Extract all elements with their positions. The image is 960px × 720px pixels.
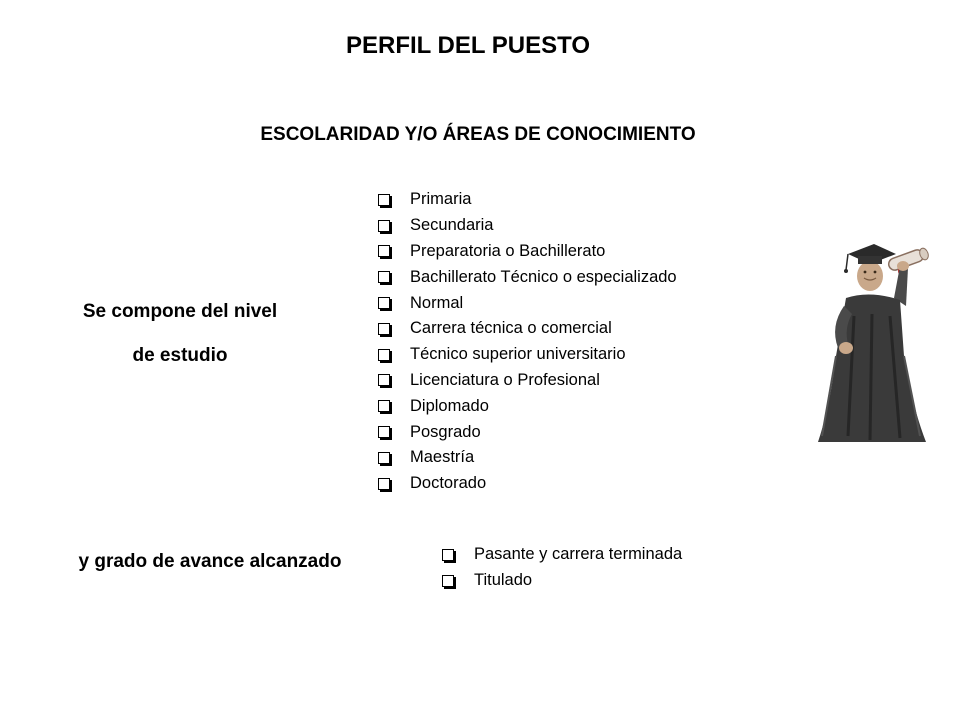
list-item-label: Carrera técnica o comercial (410, 319, 612, 338)
checkbox-icon (378, 194, 390, 206)
list-item-label: Titulado (474, 571, 533, 590)
advance-level-list (442, 542, 682, 594)
checkbox-icon (378, 323, 390, 335)
graduate-icon (808, 236, 938, 448)
list-item-label: Pasante y carrera terminada (474, 545, 683, 564)
checkbox-icon (442, 575, 454, 587)
list-item (378, 187, 677, 213)
checkbox-icon (378, 220, 390, 232)
list-item (378, 445, 677, 471)
list-item-label: Posgrado (410, 422, 481, 441)
section-subtitle: ESCOLARIDAD Y/O ÁREAS DE CONOCIMIENTO (260, 124, 696, 145)
list-item-label: Técnico superior universitario (410, 345, 626, 364)
checkbox-icon (378, 297, 390, 309)
list-item-label: Secundaria (410, 216, 494, 235)
list-item (378, 419, 677, 445)
level-label-line1: Se compone del nivel (82, 301, 278, 322)
list-item-label: Bachillerato Técnico o especializado (410, 267, 677, 286)
list-item-label: Doctorado (410, 474, 487, 493)
list-item (378, 393, 677, 419)
diploma-icon (887, 247, 930, 276)
list-item (378, 316, 677, 342)
list-item (378, 342, 677, 368)
list-item (378, 368, 677, 394)
list-item-label: Maestría (410, 448, 475, 467)
list-item-label: Diplomado (410, 396, 489, 415)
advance-label: y grado de avance alcanzado (78, 551, 342, 572)
checkbox-icon (378, 245, 390, 257)
checkbox-icon (378, 400, 390, 412)
list-item-label: Preparatoria o Bachillerato (410, 241, 606, 260)
list-item-label: Licenciatura o Profesional (410, 370, 600, 389)
checkbox-icon (378, 426, 390, 438)
list-item (378, 264, 677, 290)
list-item (378, 290, 677, 316)
list-item-label: Normal (410, 293, 464, 312)
level-label-line2: de estudio (132, 345, 228, 366)
list-item (442, 542, 682, 568)
checkbox-icon (378, 349, 390, 361)
education-level-list (378, 187, 677, 497)
list-item-label: Primaria (410, 190, 472, 209)
list-item (378, 239, 677, 265)
checkbox-icon (378, 374, 390, 386)
checkbox-icon (378, 452, 390, 464)
list-item (378, 213, 677, 239)
list-item (442, 568, 682, 594)
page-title: PERFIL DEL PUESTO (345, 32, 591, 59)
checkbox-icon (378, 478, 390, 490)
level-label (30, 290, 330, 378)
list-item (378, 471, 677, 497)
checkbox-icon (442, 549, 454, 561)
checkbox-icon (378, 271, 390, 283)
